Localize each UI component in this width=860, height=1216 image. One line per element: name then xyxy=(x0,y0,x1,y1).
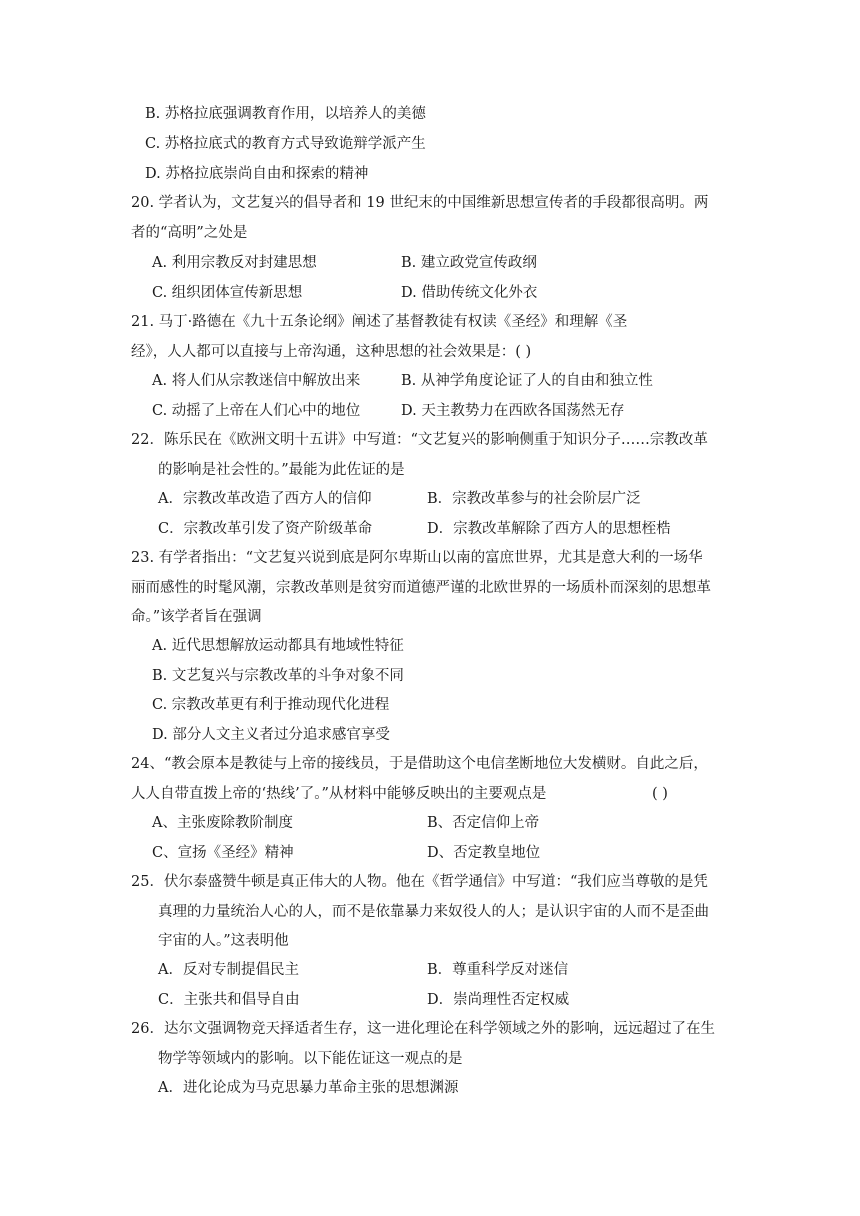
q20-stem: 20. 学者认为，文艺复兴的倡导者和 19 世纪末的中国维新思想宣传者的手段都很高明。两 xyxy=(131,195,709,211)
q25-stem-cont2: 宇宙的人。”这表明他 xyxy=(158,933,289,949)
q24-answer-paren: ( ) xyxy=(652,786,668,802)
q23-option-a: A. 近代思想解放运动都具有地域性特征 xyxy=(152,638,404,654)
q23-option-b: B. 文艺复兴与宗教改革的斗争对象不同 xyxy=(152,668,404,684)
q22-stem-cont: 的影响是社会性的。”最能为此佐证的是 xyxy=(158,462,405,478)
q22-option-d: D．宗教改革解除了西方人的思想桎梏 xyxy=(427,521,671,537)
q22-option-a: A．宗教改革改造了西方人的信仰 xyxy=(158,491,372,507)
q26-stem-cont: 物学等领域内的影响。以下能佐证这一观点的是 xyxy=(158,1051,463,1067)
q25-option-d: D．崇尚理性否定权威 xyxy=(427,992,570,1008)
q20-option-b: B. 建立政党宣传政纲 xyxy=(401,255,537,271)
q24-option-c: C、宣扬《圣经》精神 xyxy=(152,845,294,861)
q24-option-b: B、否定信仰上帝 xyxy=(427,815,540,831)
q23-stem-cont2: 命。”该学者旨在强调 xyxy=(131,609,262,625)
q26-stem: 26．达尔文强调物竞天择适者生存，这一进化理论在科学领域之外的影响，远远超过了在生 xyxy=(131,1021,715,1037)
q26-option-a: A．进化论成为马克思暴力革命主张的思想渊源 xyxy=(158,1080,459,1096)
q21-stem: 21. 马丁·路德在《九十五条论纲》阐述了基督教徒有权读《圣经》和理解《圣 xyxy=(131,314,628,330)
q23-option-d: D. 部分人文主义者过分追求感官享受 xyxy=(152,727,390,743)
q23-stem: 23. 有学者指出：“文艺复兴说到底是阿尔卑斯山以南的富庶世界，尤其是意大利的一场华 xyxy=(131,550,703,566)
q25-stem: 25．伏尔泰盛赞牛顿是真正伟大的人物。他在《哲学通信》中写道：“我们应当尊敬的是凭 xyxy=(131,874,708,890)
q23-stem-cont: 丽而感性的时髦风潮，宗教改革则是贫穷而道德严谨的北欧世界的一场质朴而深刻的思想革 xyxy=(131,580,711,596)
q21-option-d: D. 天主教势力在西欧各国荡然无存 xyxy=(401,403,625,419)
q24-option-a: A、主张废除教阶制度 xyxy=(152,815,293,831)
q20-option-c: C. 组织团体宣传新思想 xyxy=(152,285,303,301)
q25-option-a: A．反对专制提倡民主 xyxy=(158,962,299,978)
q20-option-d: D. 借助传统文化外衣 xyxy=(401,285,538,301)
q21-stem-cont: 经》，人人都可以直接与上帝沟通，这种思想的社会效果是：( ) xyxy=(131,344,532,360)
q19-option-b: B. 苏格拉底强调教育作用，以培养人的美德 xyxy=(145,106,426,122)
q25-option-b: B．尊重科学反对迷信 xyxy=(427,962,569,978)
q24-option-d: D、否定教皇地位 xyxy=(427,845,541,861)
q25-option-c: C．主张共和倡导自由 xyxy=(158,992,300,1008)
q24-stem-cont: 人人自带直拨上帝的‘热线’了。”从材料中能够反映出的主要观点是 xyxy=(131,786,547,802)
q22-option-c: C．宗教改革引发了资产阶级革命 xyxy=(158,521,373,537)
q20-stem-cont: 者的“高明”之处是 xyxy=(131,225,248,241)
q22-option-b: B．宗教改革参与的社会阶层广泛 xyxy=(427,491,641,507)
q25-stem-cont: 真理的力量统治人心的人，而不是依靠暴力来奴役人的人；是认识宇宙的人而不是歪曲 xyxy=(158,904,709,920)
q21-option-b: B. 从神学角度论证了人的自由和独立性 xyxy=(401,373,653,389)
q21-option-c: C. 动摇了上帝在人们心中的地位 xyxy=(152,403,361,419)
q22-stem: 22．陈乐民在《欧洲文明十五讲》中写道：“文艺复兴的影响侧重于知识分子……宗教改革 xyxy=(131,432,708,448)
q19-option-d: D. 苏格拉底崇尚自由和探索的精神 xyxy=(145,166,369,182)
q20-option-a: A. 利用宗教反对封建思想 xyxy=(152,255,317,271)
q24-stem: 24、“教会原本是教徒与上帝的接线员，于是借助这个电信垄断地位大发横财。自此之后， xyxy=(131,756,708,772)
q21-option-a: A. 将人们从宗教迷信中解放出来 xyxy=(152,373,361,389)
q23-option-c: C. 宗教改革更有利于推动现代化进程 xyxy=(152,697,390,713)
q19-option-c: C. 苏格拉底式的教育方式导致诡辩学派产生 xyxy=(145,136,426,152)
